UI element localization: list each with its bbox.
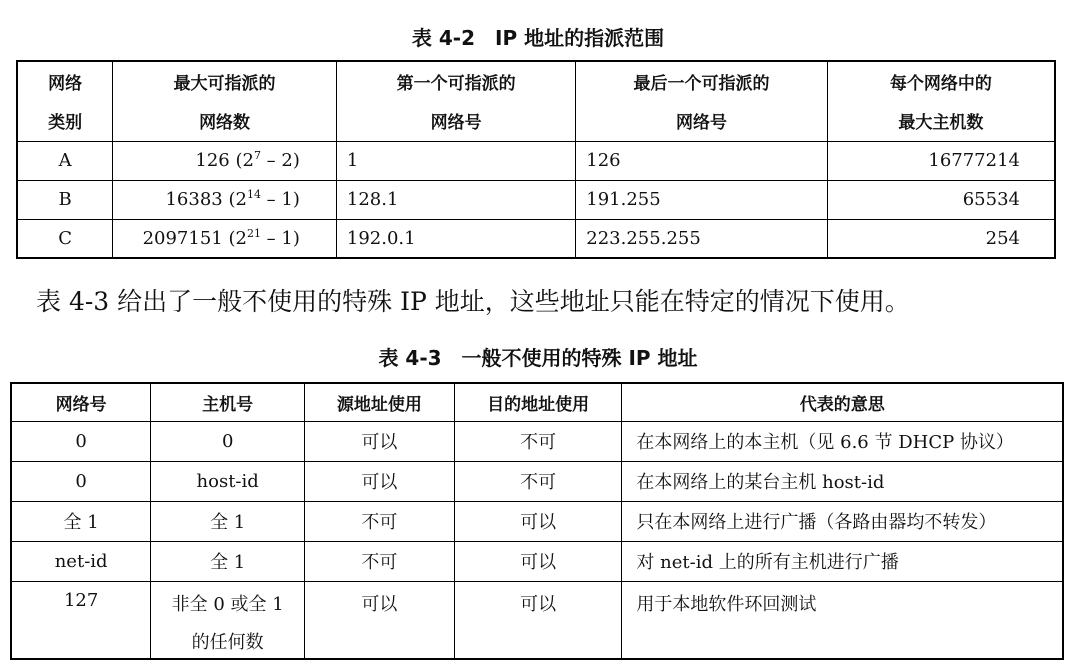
header-host-number: 主机号 — [151, 383, 305, 421]
network-number-cell: 0 — [11, 421, 151, 461]
table1-header-row — [17, 61, 1055, 141]
first-network-cell: 128.1 — [336, 180, 575, 219]
max-hosts-cell: 16777214 — [827, 141, 1055, 180]
table1-row — [17, 180, 1055, 219]
max-networks-cell: 16383 $(2^{14} - 1)$ — [113, 180, 337, 219]
source-use-cell: 可以 — [305, 461, 455, 501]
ip-range-table — [16, 60, 1056, 259]
last-network-cell: 191.255 — [576, 180, 828, 219]
header-source-use: 源地址使用 — [305, 383, 455, 421]
header-network-number: 网络号 — [11, 383, 151, 421]
host-number-cell: host-id — [151, 461, 305, 501]
max-hosts-cell: 65534 — [827, 180, 1055, 219]
source-use-cell: 可以 — [305, 581, 455, 659]
source-use-cell: 不可 — [305, 501, 455, 541]
network-number-cell: net-id — [11, 541, 151, 581]
header-class: 网络 类别 — [17, 61, 113, 141]
table2-header-row — [11, 383, 1063, 421]
table2-row — [11, 501, 1063, 541]
table2-row — [11, 581, 1063, 659]
max-networks-cell: 126 $(2^7 - 2)$ — [113, 141, 337, 180]
class-cell: B — [17, 180, 113, 219]
table1-row — [17, 141, 1055, 180]
host-number-cell: 0 — [151, 421, 305, 461]
table2-caption: 表 4-3 一般不使用的特殊 IP 地址 — [378, 346, 698, 370]
destination-use-cell: 可以 — [454, 501, 622, 541]
table2-row — [11, 421, 1063, 461]
header-last-network: 最后一个可指派的 网络号 — [576, 61, 828, 141]
header-max-hosts: 每个网络中的 最大主机数 — [827, 61, 1055, 141]
meaning-cell: 只在本网络上进行广播（各路由器均不转发） — [622, 501, 1063, 541]
first-network-cell: 1 — [336, 141, 575, 180]
body-paragraph: 表 4-3 给出了一般不使用的特殊 IP 地址，这些地址只能在特定的情况下使用。 — [36, 287, 910, 316]
max-hosts-cell: 254 — [827, 219, 1055, 258]
table2-row — [11, 461, 1063, 501]
host-number-cell: 全 1 — [151, 541, 305, 581]
header-first-network: 第一个可指派的 网络号 — [336, 61, 575, 141]
network-number-cell: 全 1 — [11, 501, 151, 541]
source-use-cell: 不可 — [305, 541, 455, 581]
host-number-cell: 全 1 — [151, 501, 305, 541]
table2-row — [11, 541, 1063, 581]
meaning-cell: 对 net-id 上的所有主机进行广播 — [622, 541, 1063, 581]
network-number-cell: 127 — [11, 581, 151, 659]
header-destination-use: 目的地址使用 — [454, 383, 622, 421]
network-number-cell: 0 — [11, 461, 151, 501]
first-network-cell: 192.0.1 — [336, 219, 575, 258]
header-max-networks: 最大可指派的 网络数 — [113, 61, 337, 141]
header-meaning: 代表的意思 — [622, 383, 1063, 421]
last-network-cell: 126 — [576, 141, 828, 180]
meaning-cell: 在本网络上的本主机（见 6.6 节 DHCP 协议） — [622, 421, 1063, 461]
class-cell: C — [17, 219, 113, 258]
destination-use-cell: 不可 — [454, 421, 622, 461]
special-ip-table — [10, 382, 1064, 660]
class-cell: A — [17, 141, 113, 180]
destination-use-cell: 可以 — [454, 581, 622, 659]
max-networks-cell: 2097151 $(2^{21} - 1)$ — [113, 219, 337, 258]
last-network-cell: 223.255.255 — [576, 219, 828, 258]
meaning-cell: 在本网络上的某台主机 host-id — [622, 461, 1063, 501]
table1-caption: 表 4-2 IP 地址的指派范围 — [411, 26, 665, 50]
host-number-cell: 非全 0 或全 1 的任何数 — [151, 581, 305, 659]
destination-use-cell: 可以 — [454, 541, 622, 581]
meaning-cell: 用于本地软件环回测试 — [622, 581, 1063, 659]
table1-row — [17, 219, 1055, 258]
source-use-cell: 可以 — [305, 421, 455, 461]
destination-use-cell: 不可 — [454, 461, 622, 501]
